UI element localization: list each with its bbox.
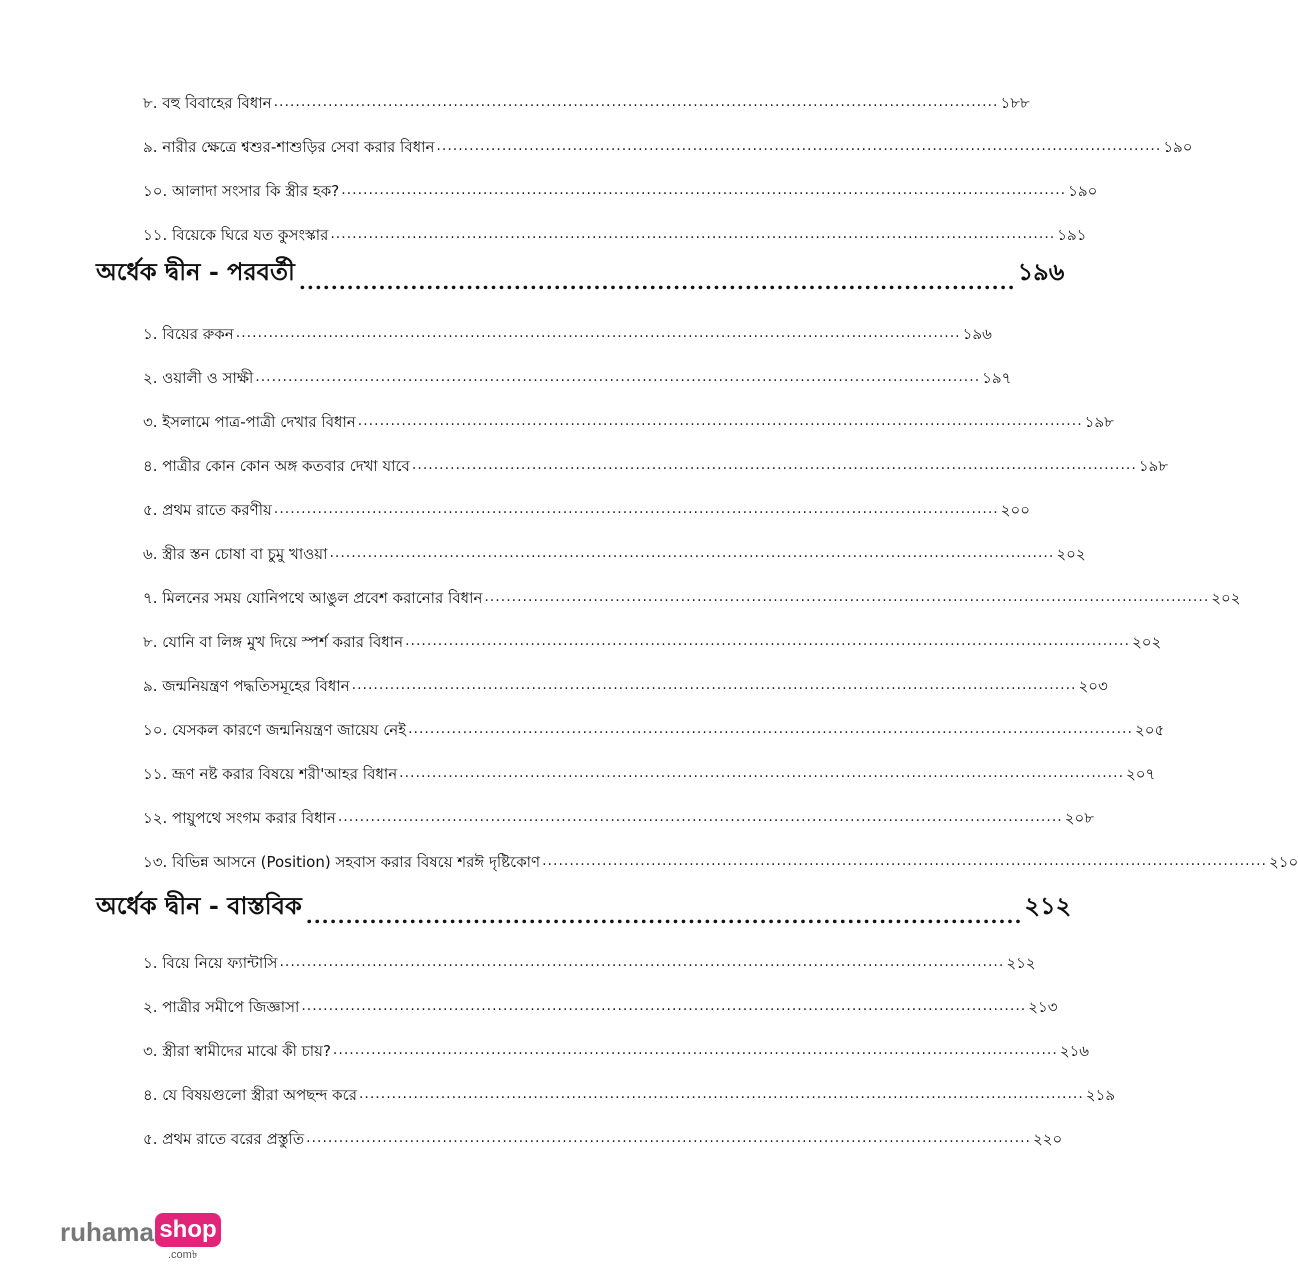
toc-leader-dots: ..................................................................................................................................... <box>484 589 1210 605</box>
toc-entry-title: ৯. নারীর ক্ষেত্রে শ্বশুর-শাশুড়ির সেবা করার বিধান <box>143 138 435 156</box>
toc-entry <box>143 841 1298 871</box>
toc-entry-title: ১০. যেসকল কারণে জন্মনিয়ন্ত্রণ জায়েয নেই <box>143 721 407 739</box>
toc-entry-title: ২. পাত্রীর সমীপে জিজ্ঞাসা <box>143 998 300 1016</box>
toc-entry-page: ২১৩ <box>1028 998 1058 1016</box>
section-leader-dots: .......................................................................................... <box>305 904 1023 928</box>
toc-leader-dots: ..................................................................................................................................... <box>542 853 1267 869</box>
section-heading-title: অর্ধেক দ্বীন - পরবর্তী <box>96 257 295 286</box>
section-heading <box>96 250 1065 294</box>
ruhamashop-logo <box>60 1213 230 1261</box>
toc-entry-title: ৩. স্ত্রীরা স্বামীদের মাঝে কী চায়? <box>143 1042 331 1060</box>
toc-leader-dots: ..................................................................................................................................... <box>329 545 1055 561</box>
section-leader-dots: .......................................................................................... <box>298 270 1016 294</box>
toc-leader-dots: ..................................................................................................................................... <box>301 998 1027 1014</box>
toc-entry-page: ১৯৮ <box>1138 457 1169 475</box>
toc-entry <box>143 445 1169 475</box>
toc-entry <box>143 82 1030 112</box>
toc-leader-dots: ..................................................................................................................................... <box>357 413 1083 429</box>
toc-leader-dots: ..................................................................................................................................... <box>411 457 1137 473</box>
toc-entry-page: ১৯১ <box>1057 226 1087 244</box>
toc-leader-dots: ..................................................................................................................................... <box>408 721 1133 737</box>
toc-entry-page: ২০২ <box>1131 633 1162 651</box>
toc-entry-page: ২১৯ <box>1085 1086 1116 1104</box>
toc-leader-dots: ..................................................................................................................................... <box>337 809 1063 825</box>
toc-entry-title: ৪. পাত্রীর কোন কোন অঙ্গ কতবার দেখা যাবে <box>143 457 410 475</box>
toc-entry-page: ১৯৭ <box>982 369 1012 387</box>
section-heading-page: ২১২ <box>1024 891 1072 920</box>
toc-entry <box>143 577 1241 607</box>
toc-entry <box>143 1118 1063 1148</box>
toc-leader-dots: ..................................................................................................................................... <box>235 325 961 341</box>
toc-entry <box>143 665 1108 695</box>
toc-entry-page: ২২০ <box>1033 1130 1063 1148</box>
toc-entry-page: ২১২ <box>1006 954 1036 972</box>
section-heading-page: ১৯৬ <box>1017 257 1065 286</box>
toc-leader-dots: ..................................................................................................................................... <box>306 1130 1031 1146</box>
logo-shop-text: shop <box>159 1216 217 1243</box>
toc-entry <box>143 401 1114 431</box>
toc-entry <box>143 357 1012 387</box>
section-heading-title: অর্ধেক দ্বীন - বাস্তবিক <box>96 891 302 920</box>
toc-entry-title: ৮. বহু বিবাহের বিধান <box>143 94 272 112</box>
toc-leader-dots: ..................................................................................................................................... <box>351 677 1077 693</box>
toc-entry-title: ১. বিয়ের রুকন <box>143 325 234 343</box>
logo-shop-badge <box>155 1213 221 1247</box>
toc-entry-page: ২০২ <box>1211 589 1241 607</box>
toc-entry <box>143 942 1036 972</box>
toc-entry <box>143 621 1162 651</box>
toc-entry-page: ১৯৬ <box>962 325 992 343</box>
toc-entry <box>143 313 992 343</box>
toc-entry-page: ২০৩ <box>1078 677 1108 695</box>
toc-entry-page: ১৮৮ <box>1000 94 1030 112</box>
toc-leader-dots: ..................................................................................................................................... <box>405 633 1130 649</box>
toc-entry-page: ২১৬ <box>1059 1042 1090 1060</box>
toc-leader-dots: ..................................................................................................................................... <box>358 1086 1084 1102</box>
toc-entry-title: ২. ওয়ালী ও সাক্ষী <box>143 369 254 387</box>
toc-entry <box>143 533 1086 563</box>
toc-entry-page: ২০২ <box>1056 545 1086 563</box>
toc-entry <box>143 753 1156 783</box>
toc-entry-page: ২০৫ <box>1134 721 1165 739</box>
toc-entry <box>143 489 1031 519</box>
toc-entry-title: ৪. যে বিষয়গুলো স্ত্রীরা অপছন্দ করে <box>143 1086 357 1104</box>
toc-entry-title: ১. বিয়ে নিয়ে ফ্যান্টাসি <box>143 954 278 972</box>
toc-entry-title: ৮. যোনি বা লিঙ্গ মুখ দিয়ে স্পর্শ করার বিধান <box>143 633 404 651</box>
toc-entry <box>143 126 1193 156</box>
toc-entry-page: ১৯৮ <box>1084 413 1114 431</box>
toc-entry-title: ১২. পায়ুপথে সংগম করার বিধান <box>143 809 336 827</box>
toc-entry <box>143 709 1165 739</box>
toc-leader-dots: ..................................................................................................................................... <box>436 138 1162 154</box>
toc-entry <box>143 1074 1116 1104</box>
toc-entry-title: ১৩. বিভিন্ন আসনে (Position) সহবাস করার বিষয়ে শরঈ দৃষ্টিকোণ <box>143 853 541 871</box>
toc-entry-title: ১০. আলাদা সংসার কি স্ত্রীর হক? <box>143 182 340 200</box>
toc-entry <box>143 214 1087 244</box>
toc-entry-page: ২১০ <box>1269 853 1298 871</box>
toc-leader-dots: ..................................................................................................................................... <box>273 501 999 517</box>
toc-entry-title: ৯. জন্মনিয়ন্ত্রণ পদ্ধতিসমূহের বিধান <box>143 677 350 695</box>
toc-entry <box>143 1030 1090 1060</box>
toc-entry-page: ১৯০ <box>1163 138 1193 156</box>
toc-entry <box>143 797 1094 827</box>
toc-entry-title: ৬. স্ত্রীর স্তন চোষা বা চুমু খাওয়া <box>143 545 328 563</box>
toc-entry-title: ১১. বিয়েকে ঘিরে যত কুসংস্কার <box>143 226 329 244</box>
toc-leader-dots: ..................................................................................................................................... <box>255 369 981 385</box>
section-heading <box>96 884 1072 928</box>
toc-entry-page: ২০৮ <box>1064 809 1094 827</box>
toc-entry <box>143 170 1098 200</box>
toc-leader-dots: ..................................................................................................................................... <box>399 765 1125 781</box>
toc-entry-title: ৭. মিলনের সময় যোনিপথে আঙুল প্রবেশ করানোর বিধান <box>143 589 483 607</box>
toc-entry-page: ২০৭ <box>1126 765 1156 783</box>
toc-leader-dots: ..................................................................................................................................... <box>332 1042 1058 1058</box>
toc-entry-title: ১১. ভ্রূণ নষ্ট করার বিষয়ে শরী'আহর বিধান <box>143 765 398 783</box>
toc-entry-title: ৫. প্রথম রাতে করণীয় <box>143 501 272 519</box>
toc-leader-dots: ..................................................................................................................................... <box>273 94 999 110</box>
logo-ruhama-text: ruhama <box>60 1217 154 1247</box>
toc-entry-page: ১৯০ <box>1068 182 1098 200</box>
toc-entry-page: ২০০ <box>1000 501 1031 519</box>
toc-leader-dots: ..................................................................................................................................... <box>330 226 1056 242</box>
toc-leader-dots: ..................................................................................................................................... <box>279 954 1005 970</box>
toc-entry-title: ৩. ইসলামে পাত্র-পাত্রী দেখার বিধান <box>143 413 356 431</box>
toc-entry-title: ৫. প্রথম রাতে বরের প্রস্তুতি <box>143 1130 305 1148</box>
logo-com-text: .com৳ <box>168 1249 198 1261</box>
toc-leader-dots: ..................................................................................................................................... <box>341 182 1067 198</box>
toc-entry <box>143 986 1058 1016</box>
